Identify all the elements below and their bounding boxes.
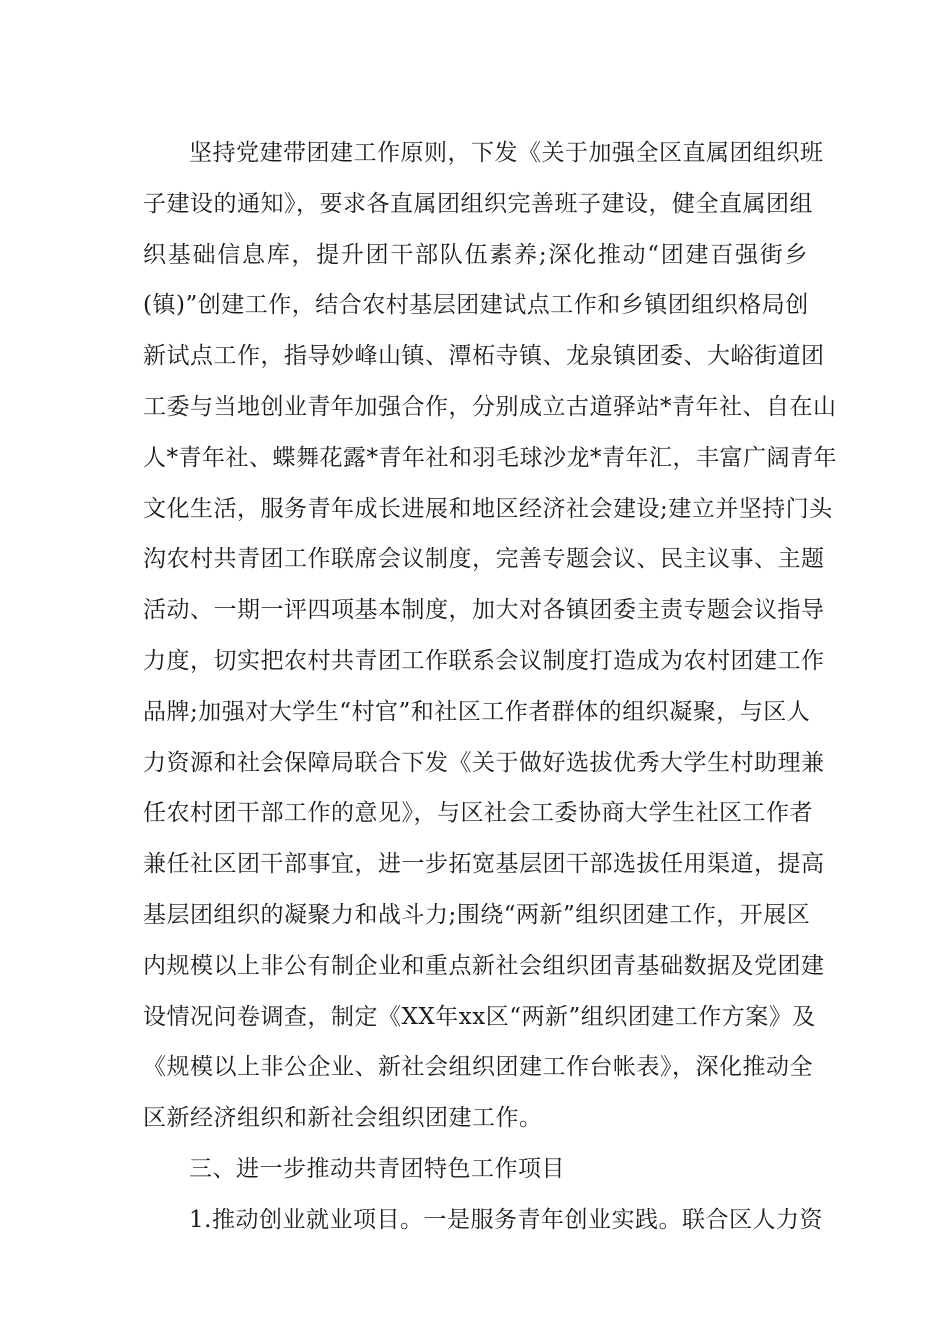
text-line: 力度，切实把农村共青团工作联系会议制度打造成为农村团建工作 xyxy=(143,647,825,674)
text-line: 《规模以上非公企业、新社会组织团建工作台帐表》，深化推动全 xyxy=(143,1054,813,1081)
text-line: 人*青年社、蝶舞花露*青年社和羽毛球沙龙*青年汇，丰富广阔青年 xyxy=(143,444,837,471)
document-body xyxy=(143,128,837,1246)
text-line: 活动、一期一评四项基本制度，加大对各镇团委主责专题会议指导 xyxy=(143,597,825,624)
text-line: 内规模以上非公有制企业和重点新社会组织团青基础数据及党团建 xyxy=(143,952,825,979)
text-line: 区新经济组织和新社会组织团建工作。 xyxy=(143,1105,543,1132)
text-line: 织基础信息库，提升团干部队伍素养;深化推动“团建百强街乡 xyxy=(143,241,808,268)
paragraph-party-leads-league xyxy=(143,128,837,1144)
text-line: 子建设的通知》，要求各直属团组织完善班子建设，健全直属团组 xyxy=(143,190,813,217)
text-line: 文化生活，服务青年成长进展和地区经济社会建设;建立并坚持门头 xyxy=(143,495,833,522)
paragraph-entrepreneurship xyxy=(143,1195,823,1246)
text-line: 沟农村共青团工作联席会议制度，完善专题会议、民主议事、主题 xyxy=(143,546,825,573)
text-line: 基层团组织的凝聚力和战斗力;围绕“两新”组织团建工作，开展区 xyxy=(143,901,811,928)
text-line: 新试点工作，指导妙峰山镇、潭柘寺镇、龙泉镇团委、大峪街道团 xyxy=(143,343,825,370)
text-line: 坚持党建带团建工作原则，下发《关于加强全区直属团组织班 xyxy=(189,140,824,166)
text-line: (镇)”创建工作，结合农村基层团建试点工作和乡镇团组织格局创 xyxy=(143,292,809,319)
text-line: 品牌;加强对大学生“村官”和社区工作者群体的组织凝聚，与区人 xyxy=(143,698,811,725)
text-line: 设情况问卷调查，制定《XX年xx区“两新”组织团建工作方案》及 xyxy=(143,1003,816,1030)
section-heading: 三、进一步推动共青团特色工作项目 xyxy=(189,1155,565,1182)
text-line: 工委与当地创业青年加强合作，分别成立古道驿站*青年社、自在山 xyxy=(143,393,837,420)
text-line: 兼任社区团干部事宜，进一步拓宽基层团干部选拔任用渠道，提高 xyxy=(143,851,825,878)
text-line: 任农村团干部工作的意见》，与区社会工委协商大学生社区工作者 xyxy=(143,800,813,827)
text-line: 1.推动创业就业项目。一是服务青年创业实践。联合区人力资 xyxy=(189,1206,823,1233)
text-line: 力资源和社会保障局联合下发《关于做好选拔优秀大学生村助理兼 xyxy=(143,749,825,776)
